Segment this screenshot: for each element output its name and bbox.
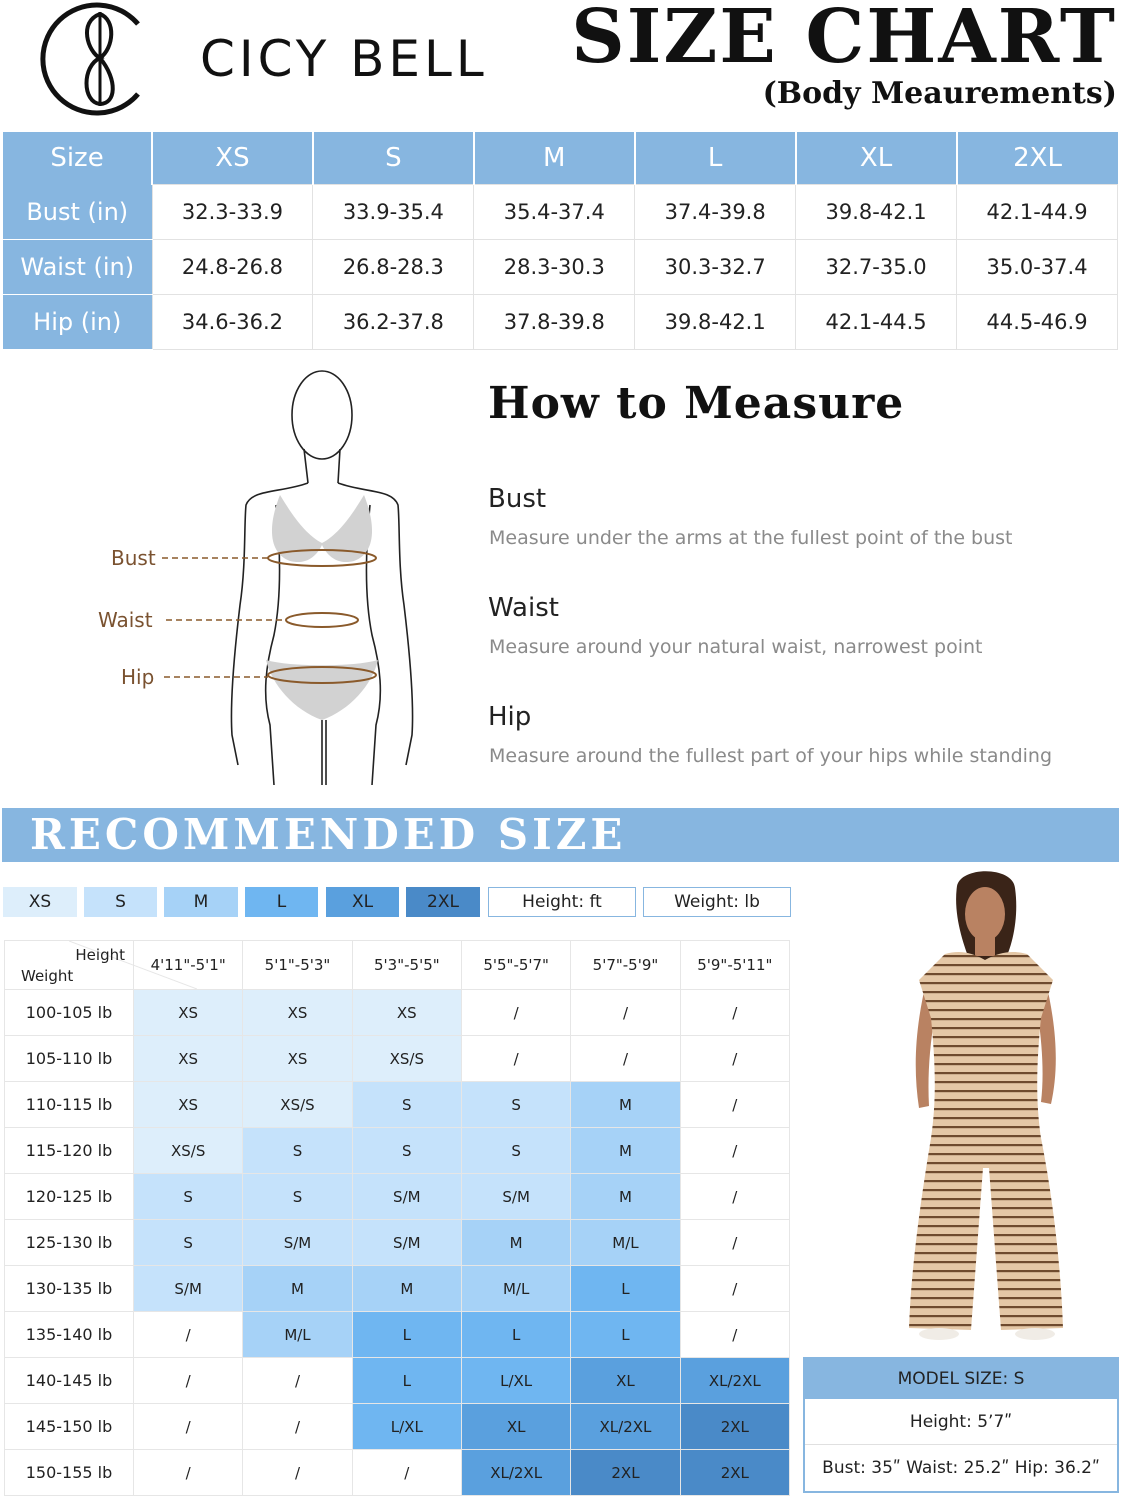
recommended-size-cell: / — [243, 1450, 352, 1496]
recommended-size-cell: / — [680, 1128, 789, 1174]
size-header-cell: Size — [3, 132, 152, 185]
recommended-size-cell: / — [571, 990, 680, 1036]
measure-desc-bust: Measure under the arms at the fullest point of the bust — [489, 527, 1013, 549]
recommended-size-cell: XS — [243, 990, 352, 1036]
recommended-size-cell: XS — [134, 990, 243, 1036]
page-subtitle: (Body Meaurements) — [762, 76, 1117, 111]
weight-label: 120-125 lb — [5, 1174, 134, 1220]
recommended-size-cell: / — [243, 1358, 352, 1404]
weight-label: 115-120 lb — [5, 1128, 134, 1174]
recommended-size-cell: S/M — [352, 1174, 461, 1220]
size-header-cell: 2XL — [957, 132, 1118, 185]
measure-title-hip: Hip — [488, 702, 532, 732]
size-value: 39.8-42.1 — [635, 295, 796, 350]
recommended-size-cell: / — [680, 1174, 789, 1220]
weight-label: 105-110 lb — [5, 1036, 134, 1082]
recommended-size-cell: S — [461, 1128, 570, 1174]
weight-row — [5, 1404, 790, 1450]
recommended-size-cell: L — [461, 1312, 570, 1358]
legend-swatch-s: S — [84, 887, 157, 917]
row-label: Hip (in) — [3, 295, 152, 350]
recommended-size-cell: S — [461, 1082, 570, 1128]
measure-title-bust: Bust — [488, 484, 547, 514]
height-header: 5'9"-5'11" — [680, 941, 789, 990]
recommended-size-cell: S — [243, 1128, 352, 1174]
weight-row — [5, 1220, 790, 1266]
recommended-banner — [2, 808, 1119, 862]
recommended-rows — [5, 990, 790, 1496]
size-value: 37.4-39.8 — [635, 185, 796, 240]
corner-weight-label: Weight — [21, 967, 74, 985]
weight-row — [5, 990, 790, 1036]
size-value: 44.5-46.9 — [957, 295, 1118, 350]
weight-label: 145-150 lb — [5, 1404, 134, 1450]
recommended-size-cell: L/XL — [352, 1404, 461, 1450]
recommended-size-cell: XL/2XL — [680, 1358, 789, 1404]
size-value: 35.0-37.4 — [957, 240, 1118, 295]
size-value: 42.1-44.5 — [796, 295, 957, 350]
recommended-size-cell: XS — [134, 1036, 243, 1082]
recommended-size-cell: / — [134, 1358, 243, 1404]
recommended-size-cell: 2XL — [571, 1450, 680, 1496]
recommended-size-cell: / — [680, 990, 789, 1036]
recommended-size-cell: M — [571, 1128, 680, 1174]
recommended-size-cell: / — [134, 1404, 243, 1450]
row-label: Bust (in) — [3, 185, 152, 240]
size-header-cell: L — [635, 132, 796, 185]
recommended-size-cell: XS — [243, 1036, 352, 1082]
size-header-cell: XL — [796, 132, 957, 185]
recommended-size-cell: / — [134, 1312, 243, 1358]
recommended-size-cell: / — [461, 990, 570, 1036]
legend-swatch-xl: XL — [326, 887, 399, 917]
brand-name: CICY BELL — [200, 30, 488, 88]
recommended-size-cell: M — [571, 1082, 680, 1128]
size-value: 28.3-30.3 — [474, 240, 635, 295]
corner-cell — [5, 941, 134, 990]
model-measurements: Bust: 35ʺ Waist: 25.2ʺ Hip: 36.2ʺ — [822, 1457, 1100, 1478]
recommended-size-cell: S — [352, 1082, 461, 1128]
page-title: SIZE CHART — [571, 0, 1117, 80]
recommended-size-cell: / — [680, 1082, 789, 1128]
recommended-size-cell: M — [352, 1266, 461, 1312]
recommended-size-cell: / — [134, 1450, 243, 1496]
recommended-size-cell: / — [571, 1036, 680, 1082]
how-to-measure-title: How to Measure — [488, 378, 905, 429]
legend-height-unit: Height: ft — [488, 887, 636, 917]
weight-row — [5, 1082, 790, 1128]
model-photo-jumpsuit — [885, 868, 1090, 1348]
legend-swatch-l: L — [245, 887, 318, 917]
recommended-size-cell: M — [243, 1266, 352, 1312]
recommended-size-cell: L — [352, 1312, 461, 1358]
weight-row — [5, 1036, 790, 1082]
size-value: 34.6-36.2 — [152, 295, 313, 350]
weight-row — [5, 1174, 790, 1220]
recommended-size-cell: / — [680, 1220, 789, 1266]
weight-label: 140-145 lb — [5, 1358, 134, 1404]
recommended-size-cell: S — [134, 1220, 243, 1266]
model-size-card — [803, 1357, 1119, 1493]
size-row-bust — [3, 185, 1118, 240]
recommended-size-cell: XS/S — [352, 1036, 461, 1082]
measure-title-waist: Waist — [488, 593, 559, 623]
size-header-cell: XS — [152, 132, 313, 185]
recommended-size-cell: 2XL — [680, 1404, 789, 1450]
size-header-row — [3, 132, 1118, 185]
measure-desc-waist: Measure around your natural waist, narrowest point — [489, 636, 983, 658]
recommended-size-cell: XS/S — [134, 1128, 243, 1174]
recommended-size-cell: / — [680, 1266, 789, 1312]
recommended-size-cell: XS — [134, 1082, 243, 1128]
recommended-size-cell: S/M — [352, 1220, 461, 1266]
weight-row — [5, 1266, 790, 1312]
recommended-size-cell: M/L — [571, 1220, 680, 1266]
corner-height-label: Height — [75, 946, 125, 964]
size-value: 33.9-35.4 — [313, 185, 474, 240]
figure-label-bust: Bust — [111, 546, 156, 570]
recommended-size-cell: XL/2XL — [461, 1450, 570, 1496]
weight-label: 125-130 lb — [5, 1220, 134, 1266]
weight-label: 100-105 lb — [5, 990, 134, 1036]
legend-swatch-2xl: 2XL — [406, 887, 480, 917]
legend-swatch-xs: XS — [3, 887, 77, 917]
weight-row — [5, 1128, 790, 1174]
size-value: 39.8-42.1 — [796, 185, 957, 240]
recommended-size-cell: 2XL — [680, 1450, 789, 1496]
legend-weight-unit: Weight: lb — [643, 887, 791, 917]
brand-logo-icon — [38, 0, 158, 118]
size-row-waist — [3, 240, 1118, 295]
recommended-size-cell: L — [352, 1358, 461, 1404]
body-size-table — [3, 132, 1118, 350]
recommended-size-cell: / — [461, 1036, 570, 1082]
model-height: Height: 5ʼ7ʺ — [805, 1399, 1117, 1445]
weight-label: 135-140 lb — [5, 1312, 134, 1358]
recommended-size-cell: M/L — [243, 1312, 352, 1358]
weight-row — [5, 1312, 790, 1358]
height-header: 5'3"-5'5" — [352, 941, 461, 990]
recommended-size-cell: S — [243, 1174, 352, 1220]
recommended-size-cell: L/XL — [461, 1358, 570, 1404]
recommended-size-cell: / — [680, 1312, 789, 1358]
recommended-size-cell: XL — [461, 1404, 570, 1450]
size-value: 37.8-39.8 — [474, 295, 635, 350]
measure-desc-hip: Measure around the fullest part of your hips while standing — [489, 745, 1053, 767]
recommended-size-cell: M/L — [461, 1266, 570, 1312]
recommended-size-cell: XL/2XL — [571, 1404, 680, 1450]
recommended-size-cell: S/M — [243, 1220, 352, 1266]
recommended-size-cell: L — [571, 1312, 680, 1358]
size-value: 30.3-32.7 — [635, 240, 796, 295]
weight-label: 110-115 lb — [5, 1082, 134, 1128]
size-value: 32.7-35.0 — [796, 240, 957, 295]
weight-row — [5, 1358, 790, 1404]
model-size-label: MODEL SIZE: S — [805, 1359, 1117, 1399]
legend-swatch-m: M — [164, 887, 238, 917]
size-value: 42.1-44.9 — [957, 185, 1118, 240]
recommended-size-table — [4, 940, 790, 1496]
corner-labels — [5, 941, 133, 989]
height-header: 5'7"-5'9" — [571, 941, 680, 990]
recommended-size-cell: M — [571, 1174, 680, 1220]
recommended-size-cell: S — [134, 1174, 243, 1220]
recommended-size-cell: XL — [571, 1358, 680, 1404]
size-value: 32.3-33.9 — [152, 185, 313, 240]
recommended-size-cell: M — [461, 1220, 570, 1266]
weight-label: 130-135 lb — [5, 1266, 134, 1312]
body-figure-illustration — [90, 365, 430, 790]
size-header-cell: S — [313, 132, 474, 185]
height-header: 5'5"-5'7" — [461, 941, 570, 990]
recommended-size-cell: XS — [352, 990, 461, 1036]
size-value: 26.8-28.3 — [313, 240, 474, 295]
height-header: 5'1"-5'3" — [243, 941, 352, 990]
recommended-title: RECOMMENDED SIZE — [30, 810, 627, 859]
recommended-size-cell: S/M — [134, 1266, 243, 1312]
recommended-size-cell: L — [571, 1266, 680, 1312]
recommended-size-cell: XS/S — [243, 1082, 352, 1128]
figure-label-hip: Hip — [121, 665, 155, 689]
recommended-size-cell: / — [352, 1450, 461, 1496]
size-value: 36.2-37.8 — [313, 295, 474, 350]
size-row-hip — [3, 295, 1118, 350]
size-value: 35.4-37.4 — [474, 185, 635, 240]
size-header-cell: M — [474, 132, 635, 185]
figure-label-waist: Waist — [98, 608, 153, 632]
recommended-size-cell: / — [243, 1404, 352, 1450]
weight-label: 150-155 lb — [5, 1450, 134, 1496]
weight-row — [5, 1450, 790, 1496]
recommended-size-cell: / — [680, 1036, 789, 1082]
size-value: 24.8-26.8 — [152, 240, 313, 295]
row-label: Waist (in) — [3, 240, 152, 295]
height-header: 4'11"-5'1" — [134, 941, 243, 990]
recommended-size-cell: S/M — [461, 1174, 570, 1220]
recommended-size-cell: S — [352, 1128, 461, 1174]
height-header-row — [5, 941, 790, 990]
